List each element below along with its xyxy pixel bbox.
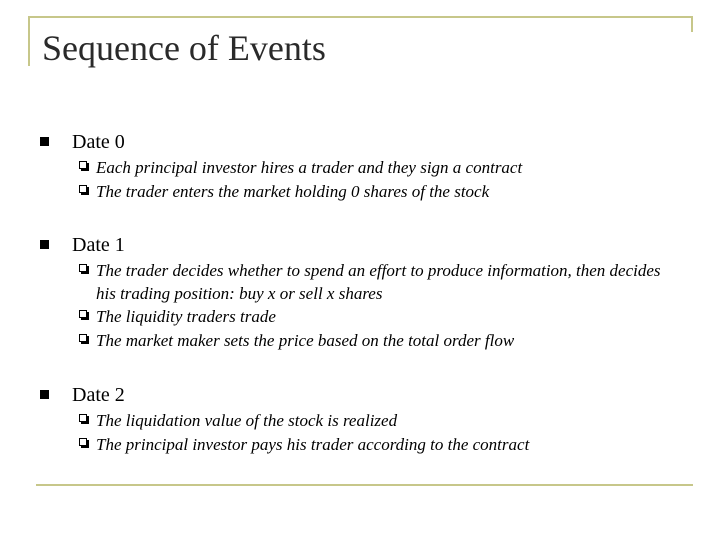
section-label: Date 1 — [72, 234, 125, 256]
hollow-square-bullet-icon — [79, 334, 87, 342]
list-item-text: The liquidation value of the stock is realized — [96, 411, 398, 430]
hollow-square-bullet-icon — [79, 438, 87, 446]
hollow-square-bullet-icon — [79, 161, 87, 169]
section-label: Date 2 — [72, 384, 125, 406]
frame-left-rule — [28, 16, 30, 66]
hollow-square-bullet-icon — [79, 414, 87, 422]
list-item-text: The liquidity traders trade — [96, 307, 276, 326]
hollow-square-bullet-icon — [79, 185, 87, 193]
hollow-square-bullet-icon — [79, 264, 87, 272]
frame-top-rule — [28, 16, 693, 18]
list-item-text: The trader enters the market holding 0 shares of the stock — [96, 182, 490, 201]
list-item-text: The market maker sets the price based on the total order flow — [96, 331, 515, 350]
square-bullet-icon — [40, 137, 49, 146]
square-bullet-icon — [40, 240, 49, 249]
frame-right-rule — [691, 16, 693, 32]
section-label: Date 0 — [72, 131, 125, 153]
list-item-text: The principal investor pays his trader according to the contract — [96, 435, 530, 454]
slide-title: Sequence of Events — [42, 28, 326, 68]
square-bullet-icon — [40, 390, 49, 399]
list-item-text: The trader decides whether to spend an effort to produce information, then decides his trading position: buy x or sell x shares — [96, 261, 661, 303]
hollow-square-bullet-icon — [79, 310, 87, 318]
list-item-text: Each principal investor hires a trader and they sign a contract — [96, 158, 523, 177]
bottom-rule — [36, 484, 693, 486]
